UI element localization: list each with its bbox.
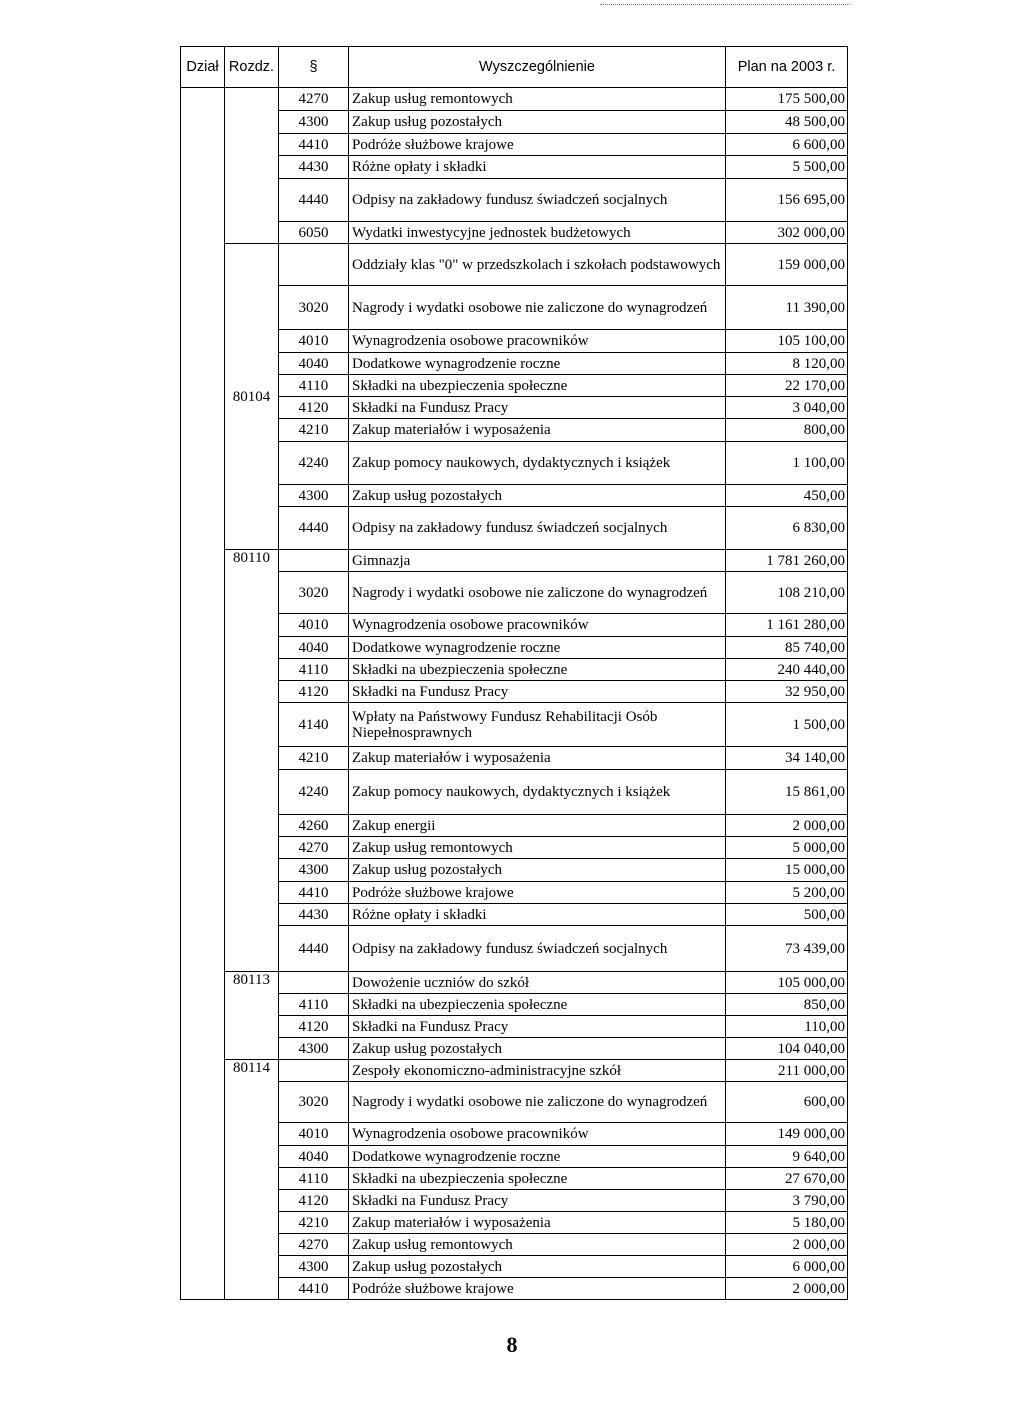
- wyszczegolnienie-cell: Dowożenie uczniów do szkół: [349, 972, 726, 994]
- plan-amount-cell: 22 170,00: [726, 375, 848, 397]
- table-row: [181, 134, 848, 156]
- plan-amount-cell: 5 500,00: [726, 156, 848, 179]
- table-row: [181, 1123, 848, 1146]
- table-row: [181, 1168, 848, 1190]
- wyszczegolnienie-cell: Zakup materiałów i wyposażenia: [349, 419, 726, 442]
- paragraf-cell: 4270: [279, 837, 349, 859]
- plan-amount-cell: 32 950,00: [726, 681, 848, 703]
- wyszczegolnienie-cell: Zakup usług pozostałych: [349, 1038, 726, 1060]
- plan-amount-cell: 9 640,00: [726, 1146, 848, 1168]
- wyszczegolnienie-cell: Zakup usług remontowych: [349, 1234, 726, 1256]
- table-row: [181, 994, 848, 1016]
- table-row: [181, 353, 848, 375]
- wyszczegolnienie-cell: Zakup usług pozostałych: [349, 111, 726, 134]
- table-row: [181, 375, 848, 397]
- table-header-row: [181, 47, 848, 88]
- plan-amount-cell: 108 210,00: [726, 572, 848, 614]
- wyszczegolnienie-cell: Różne opłaty i składki: [349, 904, 726, 926]
- table-row: [181, 88, 848, 111]
- plan-amount-cell: 5 200,00: [726, 882, 848, 904]
- plan-amount-cell: 6 600,00: [726, 134, 848, 156]
- wyszczegolnienie-cell: Dodatkowe wynagrodzenie roczne: [349, 353, 726, 375]
- plan-amount-cell: 2 000,00: [726, 815, 848, 837]
- table-row: [181, 770, 848, 815]
- plan-amount-cell: 3 040,00: [726, 397, 848, 419]
- table-row: [181, 397, 848, 419]
- wyszczegolnienie-cell: Wynagrodzenia osobowe pracowników: [349, 614, 726, 637]
- wyszczegolnienie-cell: Nagrody i wydatki osobowe nie zaliczone do wynagrodzeń: [349, 572, 726, 614]
- plan-amount-cell: 48 500,00: [726, 111, 848, 134]
- paragraf-cell: 3020: [279, 572, 349, 614]
- plan-amount-cell: 6 000,00: [726, 1256, 848, 1278]
- paragraf-cell: 4120: [279, 681, 349, 703]
- table-row: [181, 815, 848, 837]
- wyszczegolnienie-cell: Składki na ubezpieczenia społeczne: [349, 659, 726, 681]
- table-row: [181, 614, 848, 637]
- wyszczegolnienie-cell: Odpisy na zakładowy fundusz świadczeń socjalnych: [349, 507, 726, 550]
- plan-amount-cell: 6 830,00: [726, 507, 848, 550]
- paragraf-cell: 4120: [279, 1190, 349, 1212]
- table-row: [181, 572, 848, 614]
- plan-amount-cell: 850,00: [726, 994, 848, 1016]
- table-row: [181, 1060, 848, 1082]
- paragraf-cell: 4440: [279, 179, 349, 222]
- paragraf-cell: 4110: [279, 375, 349, 397]
- rozdzial-cell: 80104: [225, 244, 279, 550]
- wyszczegolnienie-cell: Odpisy na zakładowy fundusz świadczeń socjalnych: [349, 926, 726, 972]
- plan-amount-cell: 149 000,00: [726, 1123, 848, 1146]
- plan-amount-cell: 73 439,00: [726, 926, 848, 972]
- paragraf-cell: 4270: [279, 88, 349, 111]
- table-row: [181, 882, 848, 904]
- paragraf-cell: 4040: [279, 637, 349, 659]
- table-row: [181, 837, 848, 859]
- paragraf-cell: 4300: [279, 1256, 349, 1278]
- wyszczegolnienie-cell: Zakup usług pozostałych: [349, 485, 726, 507]
- wyszczegolnienie-cell: Wynagrodzenia osobowe pracowników: [349, 330, 726, 353]
- paragraf-cell: 4210: [279, 747, 349, 770]
- plan-amount-cell: 1 781 260,00: [726, 550, 848, 572]
- paragraf-cell: 4300: [279, 485, 349, 507]
- wyszczegolnienie-cell: Dodatkowe wynagrodzenie roczne: [349, 637, 726, 659]
- wyszczegolnienie-cell: Zakup materiałów i wyposażenia: [349, 1212, 726, 1234]
- paragraf-cell: 3020: [279, 1082, 349, 1123]
- plan-amount-cell: 11 390,00: [726, 286, 848, 330]
- paragraf-cell: 4300: [279, 111, 349, 134]
- plan-amount-cell: 104 040,00: [726, 1038, 848, 1060]
- rozdzial-cell: [225, 88, 279, 244]
- plan-amount-cell: 240 440,00: [726, 659, 848, 681]
- plan-amount-cell: 302 000,00: [726, 222, 848, 244]
- paragraf-cell: 4240: [279, 442, 349, 485]
- header-rozdzial: Rozdz.: [225, 47, 279, 88]
- paragraf-cell: 4010: [279, 330, 349, 353]
- table-row: [181, 1146, 848, 1168]
- plan-amount-cell: 5 000,00: [726, 837, 848, 859]
- plan-amount-cell: 105 000,00: [726, 972, 848, 994]
- wyszczegolnienie-cell: Wpłaty na Państwowy Fundusz Rehabilitacji Osób Niepełnosprawnych: [349, 703, 726, 747]
- paragraf-cell: 4300: [279, 859, 349, 882]
- wyszczegolnienie-cell: Zakup usług pozostałych: [349, 859, 726, 882]
- wyszczegolnienie-cell: Składki na Fundusz Pracy: [349, 681, 726, 703]
- table-row: [181, 1038, 848, 1060]
- wyszczegolnienie-cell: Zakup usług remontowych: [349, 837, 726, 859]
- paragraf-cell: 4010: [279, 614, 349, 637]
- wyszczegolnienie-cell: Odpisy na zakładowy fundusz świadczeń socjalnych: [349, 179, 726, 222]
- plan-amount-cell: 1 500,00: [726, 703, 848, 747]
- plan-amount-cell: 156 695,00: [726, 179, 848, 222]
- wyszczegolnienie-cell: Zakup energii: [349, 815, 726, 837]
- plan-amount-cell: 175 500,00: [726, 88, 848, 111]
- plan-amount-cell: 500,00: [726, 904, 848, 926]
- paragraf-cell: 3020: [279, 286, 349, 330]
- table-row: [181, 1256, 848, 1278]
- wyszczegolnienie-cell: Składki na ubezpieczenia społeczne: [349, 1168, 726, 1190]
- header-dzial: Dział: [181, 47, 225, 88]
- plan-amount-cell: 8 120,00: [726, 353, 848, 375]
- paragraf-cell: 4210: [279, 419, 349, 442]
- header-wyszczegolnienie: Wyszczególnienie: [349, 47, 726, 88]
- wyszczegolnienie-cell: Składki na ubezpieczenia społeczne: [349, 994, 726, 1016]
- table-row: [181, 442, 848, 485]
- plan-amount-cell: 800,00: [726, 419, 848, 442]
- plan-amount-cell: 15 000,00: [726, 859, 848, 882]
- wyszczegolnienie-cell: Podróże służbowe krajowe: [349, 1278, 726, 1300]
- paragraf-cell: 4260: [279, 815, 349, 837]
- table-row: [181, 972, 848, 994]
- wyszczegolnienie-cell: Składki na Fundusz Pracy: [349, 1190, 726, 1212]
- plan-amount-cell: 110,00: [726, 1016, 848, 1038]
- wyszczegolnienie-cell: Zakup usług remontowych: [349, 88, 726, 111]
- wyszczegolnienie-cell: Wydatki inwestycyjne jednostek budżetowych: [349, 222, 726, 244]
- paragraf-cell: [279, 244, 349, 286]
- wyszczegolnienie-cell: Dodatkowe wynagrodzenie roczne: [349, 1146, 726, 1168]
- paragraf-cell: 4240: [279, 770, 349, 815]
- paragraf-cell: 4440: [279, 507, 349, 550]
- paragraf-cell: 4040: [279, 353, 349, 375]
- table-row: [181, 747, 848, 770]
- paragraf-cell: 6050: [279, 222, 349, 244]
- wyszczegolnienie-cell: Zespoły ekonomiczno-administracyjne szkół: [349, 1060, 726, 1082]
- paragraf-cell: 4210: [279, 1212, 349, 1234]
- table-row: [181, 111, 848, 134]
- table-row: [181, 330, 848, 353]
- paragraf-cell: 4430: [279, 904, 349, 926]
- paragraf-cell: [279, 1060, 349, 1082]
- table-row: [181, 550, 848, 572]
- table-row: [181, 904, 848, 926]
- wyszczegolnienie-cell: Zakup materiałów i wyposażenia: [349, 747, 726, 770]
- table-row: [181, 419, 848, 442]
- plan-amount-cell: 450,00: [726, 485, 848, 507]
- plan-amount-cell: 159 000,00: [726, 244, 848, 286]
- plan-amount-cell: 105 100,00: [726, 330, 848, 353]
- table-row: [181, 681, 848, 703]
- paragraf-cell: 4410: [279, 134, 349, 156]
- wyszczegolnienie-cell: Składki na ubezpieczenia społeczne: [349, 375, 726, 397]
- table-row: [181, 1212, 848, 1234]
- plan-amount-cell: 3 790,00: [726, 1190, 848, 1212]
- table-row: [181, 286, 848, 330]
- header-plan: Plan na 2003 r.: [726, 47, 848, 88]
- wyszczegolnienie-cell: Zakup pomocy naukowych, dydaktycznych i książek: [349, 770, 726, 815]
- paragraf-cell: 4040: [279, 1146, 349, 1168]
- table-row: [181, 507, 848, 550]
- scan-top-line: [600, 4, 850, 5]
- table-row: [181, 703, 848, 747]
- table-row: [181, 1278, 848, 1300]
- paragraf-cell: [279, 550, 349, 572]
- plan-amount-cell: 15 861,00: [726, 770, 848, 815]
- table-row: [181, 659, 848, 681]
- rozdzial-cell: 80114: [225, 1060, 279, 1300]
- table-row: [181, 1190, 848, 1212]
- table-row: [181, 244, 848, 286]
- plan-amount-cell: 1 100,00: [726, 442, 848, 485]
- paragraf-cell: 4140: [279, 703, 349, 747]
- paragraf-cell: 4110: [279, 994, 349, 1016]
- table-row: [181, 485, 848, 507]
- table-row: [181, 156, 848, 179]
- paragraf-cell: 4270: [279, 1234, 349, 1256]
- plan-amount-cell: 211 000,00: [726, 1060, 848, 1082]
- plan-amount-cell: 85 740,00: [726, 637, 848, 659]
- paragraf-cell: 4120: [279, 1016, 349, 1038]
- plan-amount-cell: 5 180,00: [726, 1212, 848, 1234]
- wyszczegolnienie-cell: Oddziały klas "0" w przedszkolach i szkołach podstawowych: [349, 244, 726, 286]
- table-row: [181, 222, 848, 244]
- rozdzial-cell: 80110: [225, 550, 279, 972]
- wyszczegolnienie-cell: Nagrody i wydatki osobowe nie zaliczone do wynagrodzeń: [349, 1082, 726, 1123]
- wyszczegolnienie-cell: Nagrody i wydatki osobowe nie zaliczone do wynagrodzeń: [349, 286, 726, 330]
- wyszczegolnienie-cell: Składki na Fundusz Pracy: [349, 1016, 726, 1038]
- paragraf-cell: 4120: [279, 397, 349, 419]
- plan-amount-cell: 1 161 280,00: [726, 614, 848, 637]
- plan-amount-cell: 2 000,00: [726, 1234, 848, 1256]
- plan-amount-cell: 27 670,00: [726, 1168, 848, 1190]
- wyszczegolnienie-cell: Składki na Fundusz Pracy: [349, 397, 726, 419]
- table-row: [181, 1016, 848, 1038]
- wyszczegolnienie-cell: Gimnazja: [349, 550, 726, 572]
- budget-table: [180, 46, 848, 1300]
- wyszczegolnienie-cell: Wynagrodzenia osobowe pracowników: [349, 1123, 726, 1146]
- paragraf-cell: 4300: [279, 1038, 349, 1060]
- paragraf-cell: 4410: [279, 882, 349, 904]
- paragraf-cell: 4410: [279, 1278, 349, 1300]
- wyszczegolnienie-cell: Podróże służbowe krajowe: [349, 134, 726, 156]
- plan-amount-cell: 2 000,00: [726, 1278, 848, 1300]
- wyszczegolnienie-cell: Różne opłaty i składki: [349, 156, 726, 179]
- table-row: [181, 1082, 848, 1123]
- rozdzial-cell: 80113: [225, 972, 279, 1060]
- table-row: [181, 859, 848, 882]
- dzial-cell: [181, 88, 225, 1300]
- header-paragraf: §: [279, 47, 349, 88]
- paragraf-cell: 4110: [279, 659, 349, 681]
- table-row: [181, 926, 848, 972]
- wyszczegolnienie-cell: Zakup pomocy naukowych, dydaktycznych i książek: [349, 442, 726, 485]
- page-number: 8: [506, 1332, 518, 1357]
- plan-amount-cell: 600,00: [726, 1082, 848, 1123]
- wyszczegolnienie-cell: Podróże służbowe krajowe: [349, 882, 726, 904]
- plan-amount-cell: 34 140,00: [726, 747, 848, 770]
- paragraf-cell: 4110: [279, 1168, 349, 1190]
- paragraf-cell: 4440: [279, 926, 349, 972]
- table-row: [181, 179, 848, 222]
- paragraf-cell: [279, 972, 349, 994]
- table-row: [181, 637, 848, 659]
- table-row: [181, 1234, 848, 1256]
- paragraf-cell: 4430: [279, 156, 349, 179]
- table-body: [181, 88, 848, 1300]
- paragraf-cell: 4010: [279, 1123, 349, 1146]
- wyszczegolnienie-cell: Zakup usług pozostałych: [349, 1256, 726, 1278]
